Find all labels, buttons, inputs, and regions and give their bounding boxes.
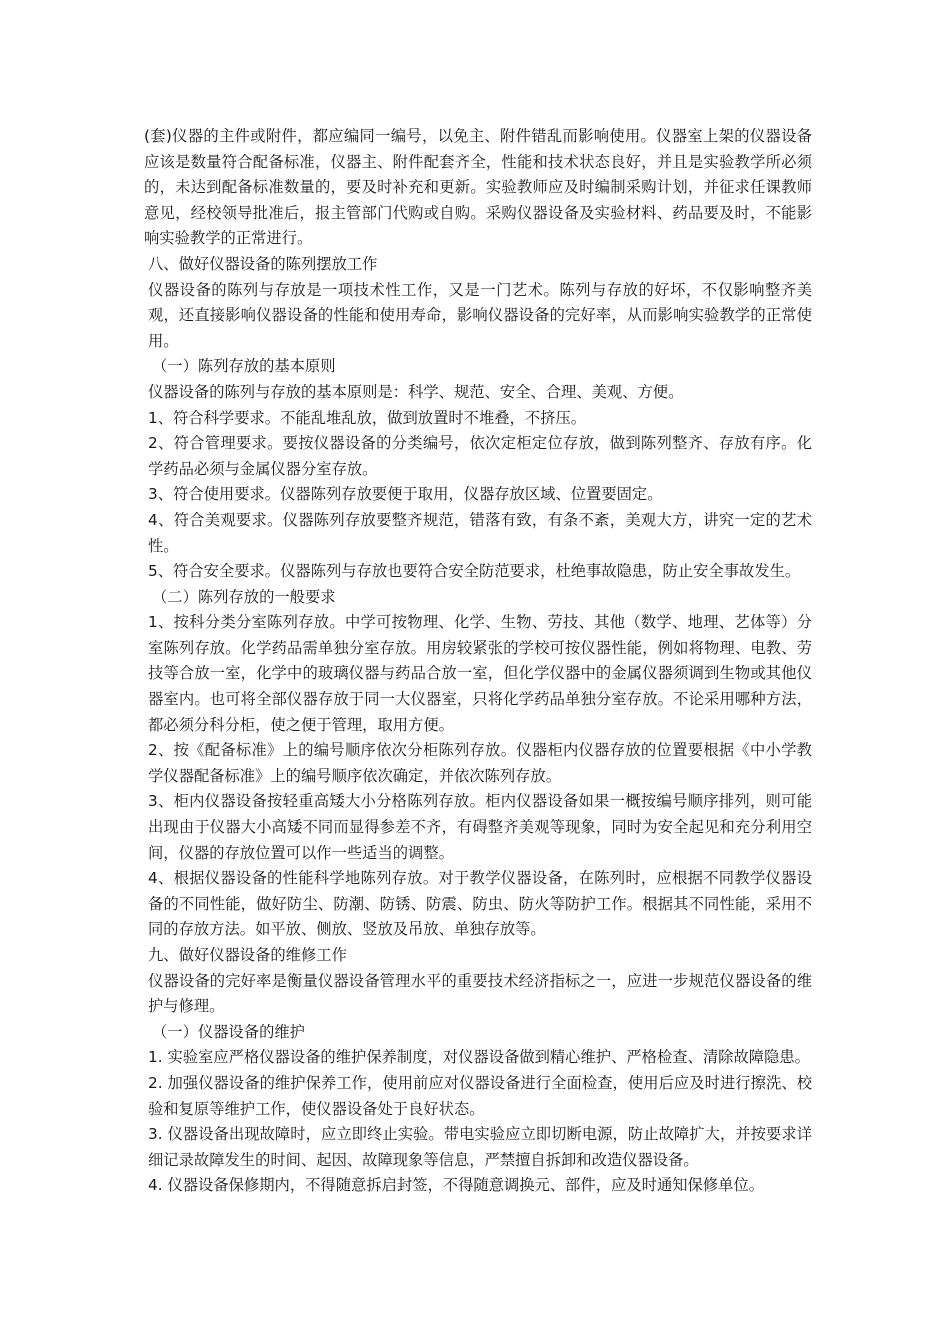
subsection-heading: （一）仪器设备的维护 <box>152 1022 305 1041</box>
list-item: 5、符合安全要求。仪器陈列与存放也要符合安全防范要求，杜绝事故隐患，防止安全事故发生。 <box>148 562 801 581</box>
section-heading-9: 九、做好仪器设备的维修工作 <box>148 946 347 964</box>
paragraph: 仪器设备的陈列与存放的基本原则是：科学、规范、安全、合理、美观、方便。 <box>148 382 684 401</box>
subsection-heading: （一）陈列存放的基本原则 <box>152 357 336 376</box>
list-item: 2. 加强仪器设备的维护保养工作，使用前应对仪器设备进行全面检查，使用后应及时进行擦洗、校验和复原等维护工作，使仪器设备处于良好状态。 <box>148 1073 812 1118</box>
list-item: 2、符合管理要求。要按仪器设备的分类编号，依次定柜定位存放，做到陈列整齐、存放有序。化学药品必须与金属仪器分室存放。 <box>148 434 812 478</box>
list-item: 4、根据仪器设备的性能科学地陈列存放。对于教学仪器设备，在陈列时，应根据不同教学仪器设备的不同性能，做好防尘、防潮、防锈、防震、防虫、防火等防护工作。根据其不同性能，采用不同的存放方法。如平放、侧放、竖放及吊放、单独存放等。 <box>148 869 812 939</box>
list-item: 3. 仪器设备出现故障时，应立即终止实验。带电实验应立即切断电源，防止故障扩大，并按要求详细记录故障发生的时间、起因、故障现象等信息，严禁擅自拆卸和改造仪器设备。 <box>148 1125 812 1169</box>
paragraph: 仪器设备的陈列与存放是一项技术性工作，又是一门艺术。陈列与存放的好坏，不仅影响整齐美观，还直接影响仪器设备的性能和使用寿命，影响仪器设备的完好率，从而影响实验教学的正常使用。 <box>148 280 812 350</box>
paragraph-continuation: (套)仪器的主件或附件，都应编同一编号，以免主、附件错乱而影响使用。仪器室上架的仪器设备应该是数量符合配备标准，仪器主、附件配套齐全，性能和技术状态良好，并且是实验教学所必须的，未达到配备标准数量的，要及时补充和更新。实验教师应及时编制采购计划，并征求任课教师意见，经校领导批准后，报主管部门代购或自购。采购仪器设备及实验材料、药品要及时，不能影响实验教学的正常进行。 <box>144 127 812 248</box>
list-item: 4. 仪器设备保修期内，不得随意拆启封签，不得随意调换元、部件，应及时通知保修单位。 <box>148 1176 765 1195</box>
subsection-heading: （二）陈列存放的一般要求 <box>152 587 336 606</box>
list-item: 4、符合美观要求。仪器陈列存放要整齐规范，错落有致，有条不紊，美观大方，讲究一定的艺术性。 <box>148 510 812 555</box>
section-heading-8: 八、做好仪器设备的陈列摆放工作 <box>148 254 378 273</box>
list-item: 1、按科分类分室陈列存放。中学可按物理、化学、生物、劳技、其他（数学、地理、艺体等）分室陈列存放。化学药品需单独分室存放。用房较紧张的学校可按仪器性能，例如将物理、电教、劳技等合放一室，化学中的玻璃仪器与药品合放一室，但化学仪器中的金属仪器须调到生物或其他仪器室内。也可将全部仪器存放于同一大仪器室，只将化学药品单独分室存放。不论采用哪种方法，都必须分科分柜，使之便于管理，取用方便。 <box>148 613 812 734</box>
list-item: 1. 实验室应严格仪器设备的维护保养制度，对仪器设备做到精心维护、严格检查、清除故障隐患。 <box>148 1048 810 1067</box>
paragraph: 仪器设备的完好率是衡量仪器设备管理水平的重要技术经济指标之一，应进一步规范仪器设备的维护与修理。 <box>148 971 812 1016</box>
list-item: 2、按《配备标准》上的编号顺序依次分柜陈列存放。仪器柜内仪器存放的位置要根据《中小学教学仪器配备标准》上的编号顺序依次确定，并依次陈列存放。 <box>148 741 812 785</box>
list-item: 3、柜内仪器设备按轻重高矮大小分格陈列存放。柜内仪器设备如果一概按编号顺序排列，则可能出现由于仪器大小高矮不同而显得参差不齐，有碍整齐美观等现象，同时为安全起见和充分利用空间，仪器的存放位置可以作一些适当的调整。 <box>148 792 812 862</box>
list-item: 3、符合使用要求。仪器陈列存放要便于取用，仪器存放区域、位置要固定。 <box>148 485 663 504</box>
document-body <box>144 124 812 1199</box>
list-item: 1、符合科学要求。不能乱堆乱放，做到放置时不堆叠，不挤压。 <box>148 408 587 427</box>
